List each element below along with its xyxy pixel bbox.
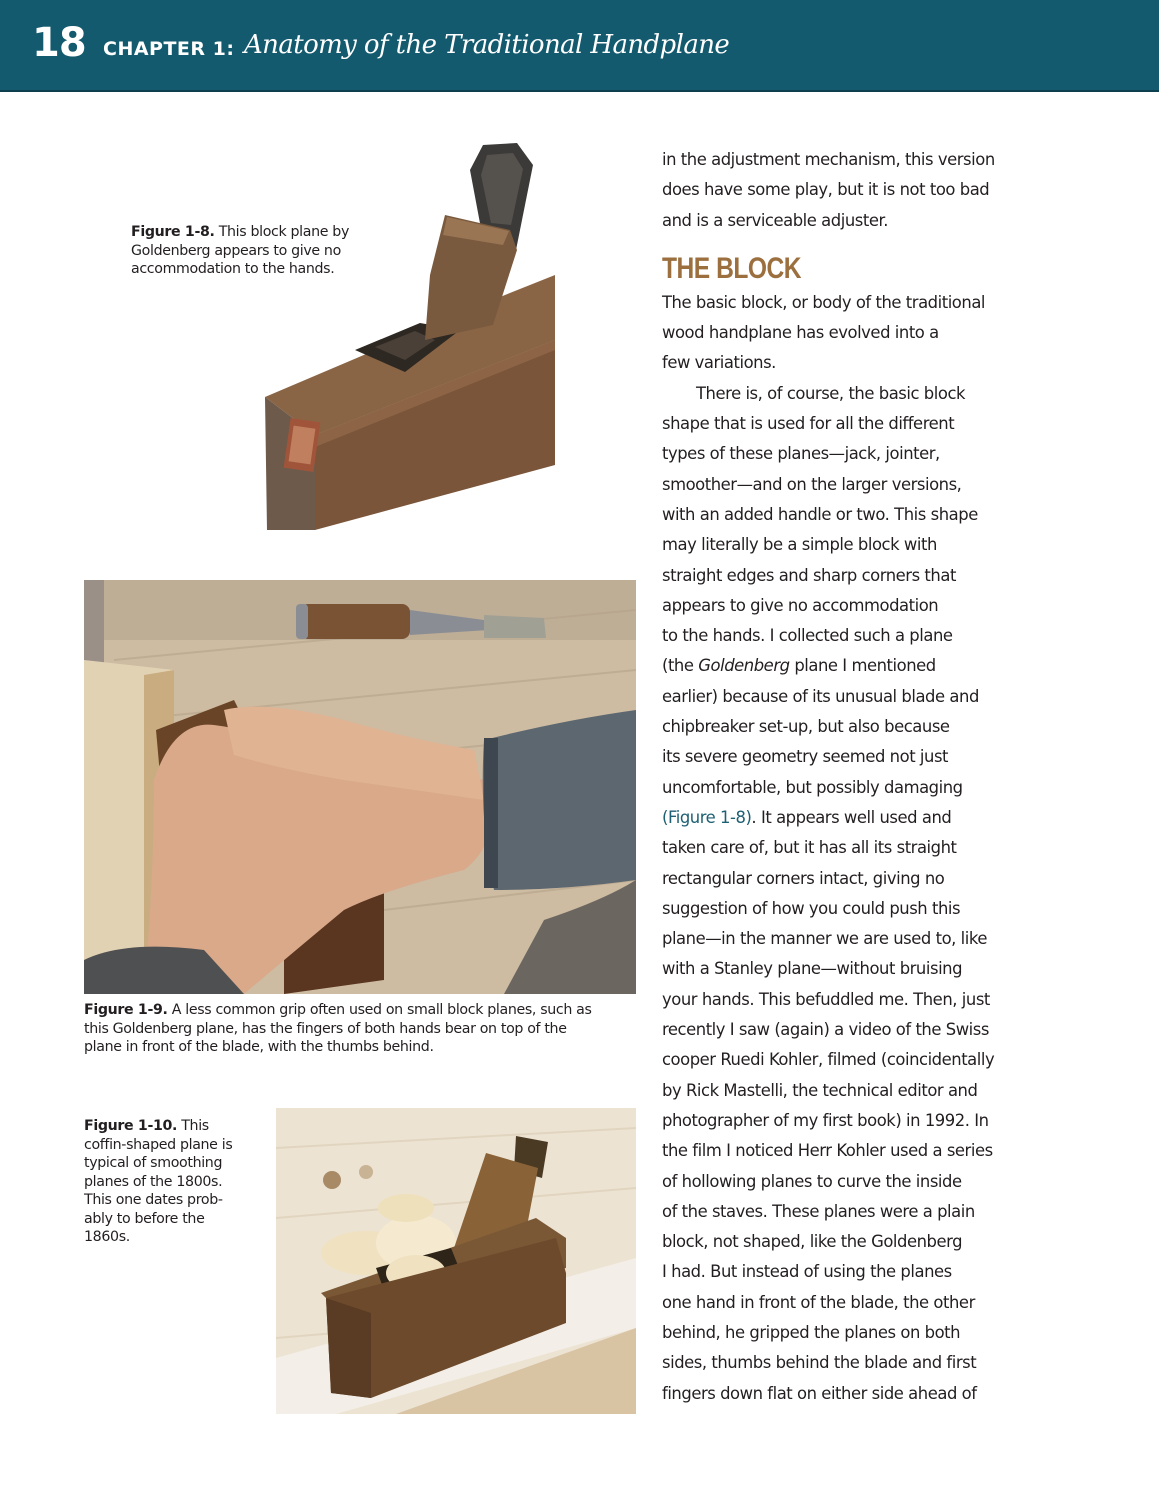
body-line: of hollowing planes to curve the inside bbox=[662, 1171, 962, 1191]
body-line: photographer of my first book) in 1992. In bbox=[662, 1110, 989, 1130]
block-plane-illustration bbox=[255, 135, 555, 530]
section-heading: THE BLOCK bbox=[662, 251, 802, 285]
body-line: straight edges and sharp corners that bbox=[662, 565, 956, 585]
italic-name: Goldenberg bbox=[698, 656, 790, 676]
body-line: to the hands. I collected such a plane bbox=[662, 626, 953, 646]
figure-1-10-caption bbox=[84, 1117, 264, 1247]
caption-text: This block plane by bbox=[218, 224, 349, 240]
caption-text: coffin-shaped plane is bbox=[84, 1136, 233, 1153]
body-line: rectangular corners intact, giving no bbox=[662, 868, 945, 888]
body-line: behind, he gripped the planes on both bbox=[662, 1322, 961, 1342]
body-line: recently I saw (again) a video of the Swiss bbox=[662, 1020, 989, 1040]
caption-text: typical of smoothing bbox=[84, 1155, 223, 1171]
chapter-label: CHAPTER 1: bbox=[103, 38, 235, 60]
figure-1-10-photo bbox=[276, 1108, 636, 1414]
text-run: (the bbox=[662, 656, 699, 676]
body-line: with a Stanley plane—without bruising bbox=[662, 959, 963, 979]
coffin-plane-illustration bbox=[276, 1108, 636, 1414]
body-text-column bbox=[662, 145, 1034, 1409]
body-line: its severe geometry seemed not just bbox=[662, 747, 949, 767]
body-line: block, not shaped, like the Goldenberg bbox=[662, 1232, 963, 1252]
body-line: one hand in front of the blade, the other bbox=[662, 1292, 975, 1312]
figure-label: Figure 1-9. bbox=[84, 1002, 168, 1018]
body-line: appears to give no accommodation bbox=[662, 595, 939, 615]
body-line: your hands. This befuddled me. Then, just bbox=[662, 989, 990, 1009]
body-line: fingers down flat on either side ahead of bbox=[662, 1383, 977, 1403]
body-line: in the adjustment mechanism, this version bbox=[662, 150, 995, 169]
caption-text: planes of the 1800s. bbox=[84, 1173, 223, 1190]
body-line: smoother—and on the larger versions, bbox=[662, 474, 962, 494]
chapter-header bbox=[0, 0, 1159, 92]
caption-text: 1860s. bbox=[84, 1229, 130, 1245]
body-line: cooper Ruedi Kohler, filmed (coincidentally bbox=[662, 1050, 995, 1070]
figure-1-9-caption bbox=[84, 1001, 644, 1057]
figure-1-8-photo bbox=[255, 135, 555, 530]
caption-text: Goldenberg appears to give no bbox=[131, 242, 341, 259]
body-line: sides, thumbs behind the blade and first bbox=[662, 1353, 977, 1373]
body-line: The basic block, or body of the traditional bbox=[662, 292, 986, 312]
caption-text: this Goldenberg plane, has the fingers of both hands bear on top of the bbox=[84, 1020, 567, 1037]
body-line: may literally be a simple block with bbox=[662, 535, 937, 555]
body-line: of the staves. These planes were a plain bbox=[662, 1201, 975, 1221]
body-line: plane—in the manner we are used to, like bbox=[662, 929, 987, 949]
body-line: There is, of course, the basic block bbox=[696, 383, 966, 403]
caption-text: This bbox=[181, 1118, 209, 1134]
caption-text: ably to before the bbox=[84, 1210, 205, 1227]
body-line bbox=[662, 803, 1034, 833]
caption-text: This one dates prob- bbox=[84, 1192, 223, 1208]
body-line: by Rick Mastelli, the technical editor and bbox=[662, 1080, 978, 1100]
body-line: with an added handle or two. This shape bbox=[662, 504, 978, 524]
text-run: . It appears well used and bbox=[751, 807, 952, 827]
body-line: shape that is used for all the different bbox=[662, 414, 955, 434]
body-line: wood handplane has evolved into a bbox=[662, 323, 939, 343]
body-line: types of these planes—jack, jointer, bbox=[662, 444, 940, 464]
body-line: taken care of, but it has all its straight bbox=[662, 838, 957, 858]
figure-label: Figure 1-8. bbox=[131, 224, 215, 240]
body-line bbox=[662, 651, 1034, 681]
chapter-title: Anatomy of the Traditional Handplane bbox=[244, 30, 730, 60]
caption-text: A less common grip often used on small block planes, such as bbox=[171, 1002, 592, 1018]
figure-1-9-photo bbox=[84, 580, 636, 994]
figure-reference-link[interactable]: (Figure 1-8) bbox=[662, 807, 752, 827]
body-line: and is a serviceable adjuster. bbox=[662, 210, 888, 230]
body-line: does have some play, but it is not too bad bbox=[662, 180, 990, 200]
body-line: I had. But instead of using the planes bbox=[662, 1262, 952, 1282]
text-run: plane I mentioned bbox=[789, 656, 936, 676]
hands-grip-illustration bbox=[84, 580, 636, 994]
caption-text: accommodation to the hands. bbox=[131, 261, 335, 277]
body-line: uncomfortable, but possibly damaging bbox=[662, 777, 963, 797]
body-line: few variations. bbox=[662, 353, 776, 373]
page-number: 18 bbox=[32, 20, 86, 66]
caption-text: plane in front of the blade, with the thumbs behind. bbox=[84, 1039, 434, 1055]
body-line: suggestion of how you could push this bbox=[662, 898, 961, 918]
body-line: earlier) because of its unusual blade and bbox=[662, 686, 979, 706]
figure-label: Figure 1-10. bbox=[84, 1118, 178, 1134]
body-line: the film I noticed Herr Kohler used a series bbox=[662, 1141, 993, 1161]
body-line: chipbreaker set-up, but also because bbox=[662, 717, 950, 737]
